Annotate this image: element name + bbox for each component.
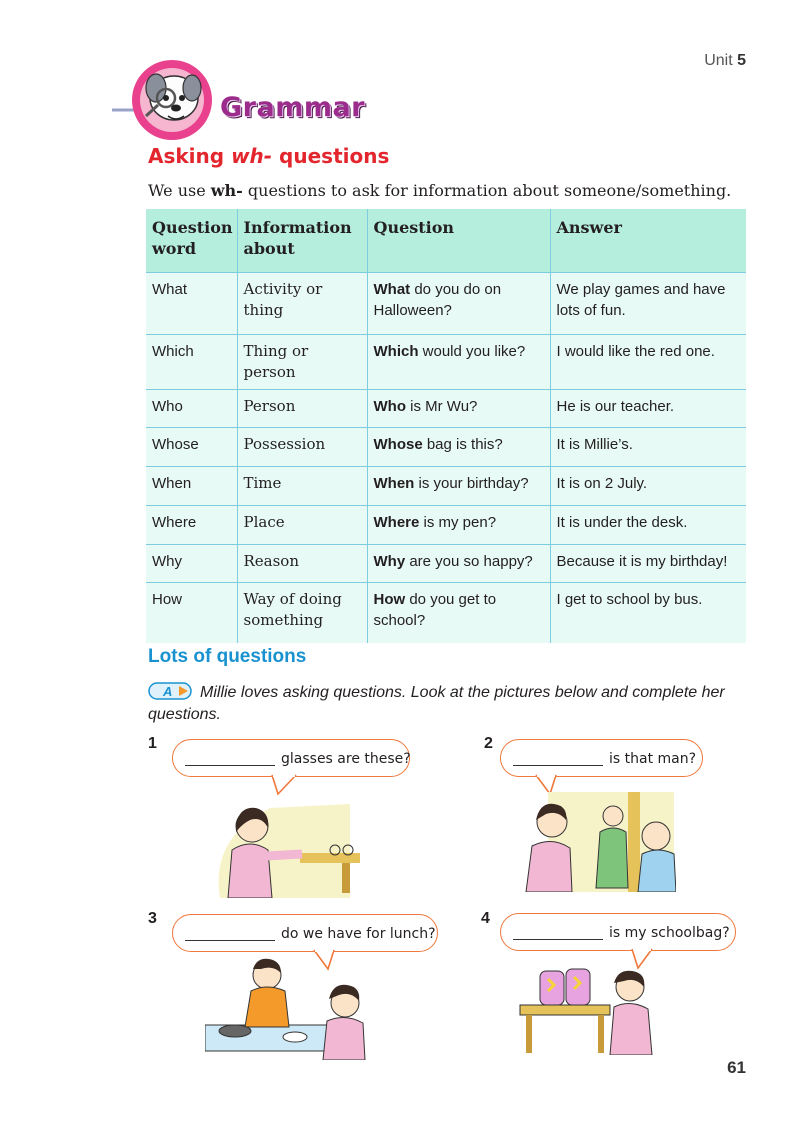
answer-blank[interactable] (185, 918, 275, 941)
question-word-cell: Where (146, 506, 237, 545)
answer-cell: He is our teacher. (550, 390, 746, 428)
girl-pointing-at-glasses-illustration (210, 798, 362, 898)
column-header: Answer (550, 209, 746, 273)
answer-cell: It is on 2 July. (550, 467, 746, 506)
info-cell: Way of doing something (237, 583, 367, 643)
answer-cell: It is Millie’s. (550, 428, 746, 467)
speech-bubble: is that man? (500, 739, 703, 777)
info-cell: Activity or thing (237, 273, 367, 335)
question-cell: Which would you like? (367, 335, 550, 390)
speech-bubble: glasses are these? (172, 739, 410, 777)
info-cell: Place (237, 506, 367, 545)
exercise-number: 1 (148, 735, 157, 752)
intro-text: We use wh- questions to ask for information about someone/something. (148, 181, 732, 200)
bubble-tail (270, 774, 300, 796)
answer-cell: It is under the desk. (550, 506, 746, 545)
info-cell: Person (237, 390, 367, 428)
column-header: Question word (146, 209, 237, 273)
badge-letter: A (163, 684, 173, 699)
question-cell: Who is Mr Wu? (367, 390, 550, 428)
table-header-row (146, 209, 746, 273)
question-word-cell: What (146, 273, 237, 335)
table-row (146, 335, 746, 390)
question-cell: Why are you so happy? (367, 545, 550, 583)
answer-blank[interactable] (185, 743, 275, 766)
info-cell: Thing or person (237, 335, 367, 390)
info-cell: Possession (237, 428, 367, 467)
exercise-number: 3 (148, 910, 157, 927)
question-cell: How do you get to school? (367, 583, 550, 643)
exercise-a-badge-icon (148, 682, 192, 700)
boy-looking-at-schoolbags-illustration (518, 965, 658, 1055)
wh-questions-table (146, 209, 746, 643)
mother-cooking-lunch-illustration (205, 955, 370, 1060)
table-row (146, 428, 746, 467)
exercise-number: 2 (484, 735, 493, 752)
exercise-instruction: A Millie loves asking questions. Look at the pictures below and complete her questions. (148, 684, 725, 723)
grammar-mascot-icon (110, 58, 220, 142)
question-cell: Where is my pen? (367, 506, 550, 545)
lots-of-questions-title: Lots of questions (148, 646, 307, 667)
question-word-cell: Which (146, 335, 237, 390)
question-word-cell: How (146, 583, 237, 643)
table-row (146, 467, 746, 506)
column-header: Information about (237, 209, 367, 273)
exercise-number: 4 (481, 910, 490, 927)
page-number: 61 (727, 1058, 746, 1077)
question-word-cell: When (146, 467, 237, 506)
question-cell: What do you do on Halloween? (367, 273, 550, 335)
question-cell: When is your birthday? (367, 467, 550, 506)
answer-cell: Because it is my birthday! (550, 545, 746, 583)
table-row (146, 545, 746, 583)
info-cell: Reason (237, 545, 367, 583)
speech-bubble: is my schoolbag? (500, 913, 736, 951)
info-cell: Time (237, 467, 367, 506)
section-title: Asking wh- questions (148, 144, 390, 168)
question-cell: Whose bag is this? (367, 428, 550, 467)
answer-blank[interactable] (513, 917, 603, 940)
speech-bubble: do we have for lunch? (172, 914, 438, 952)
question-word-cell: Who (146, 390, 237, 428)
answer-cell: I get to school by bus. (550, 583, 746, 643)
answer-cell: I would like the red one. (550, 335, 746, 390)
children-looking-at-man-illustration (518, 792, 676, 892)
answer-cell: We play games and have lots of fun. (550, 273, 746, 335)
question-word-cell: Whose (146, 428, 237, 467)
answer-blank[interactable] (513, 743, 603, 766)
grammar-title: Grammar (220, 92, 365, 123)
column-header: Question (367, 209, 550, 273)
question-word-cell: Why (146, 545, 237, 583)
table-row (146, 273, 746, 335)
table-row (146, 506, 746, 545)
table-row (146, 583, 746, 643)
table-row (146, 390, 746, 428)
unit-label: Unit 5 (704, 52, 746, 69)
